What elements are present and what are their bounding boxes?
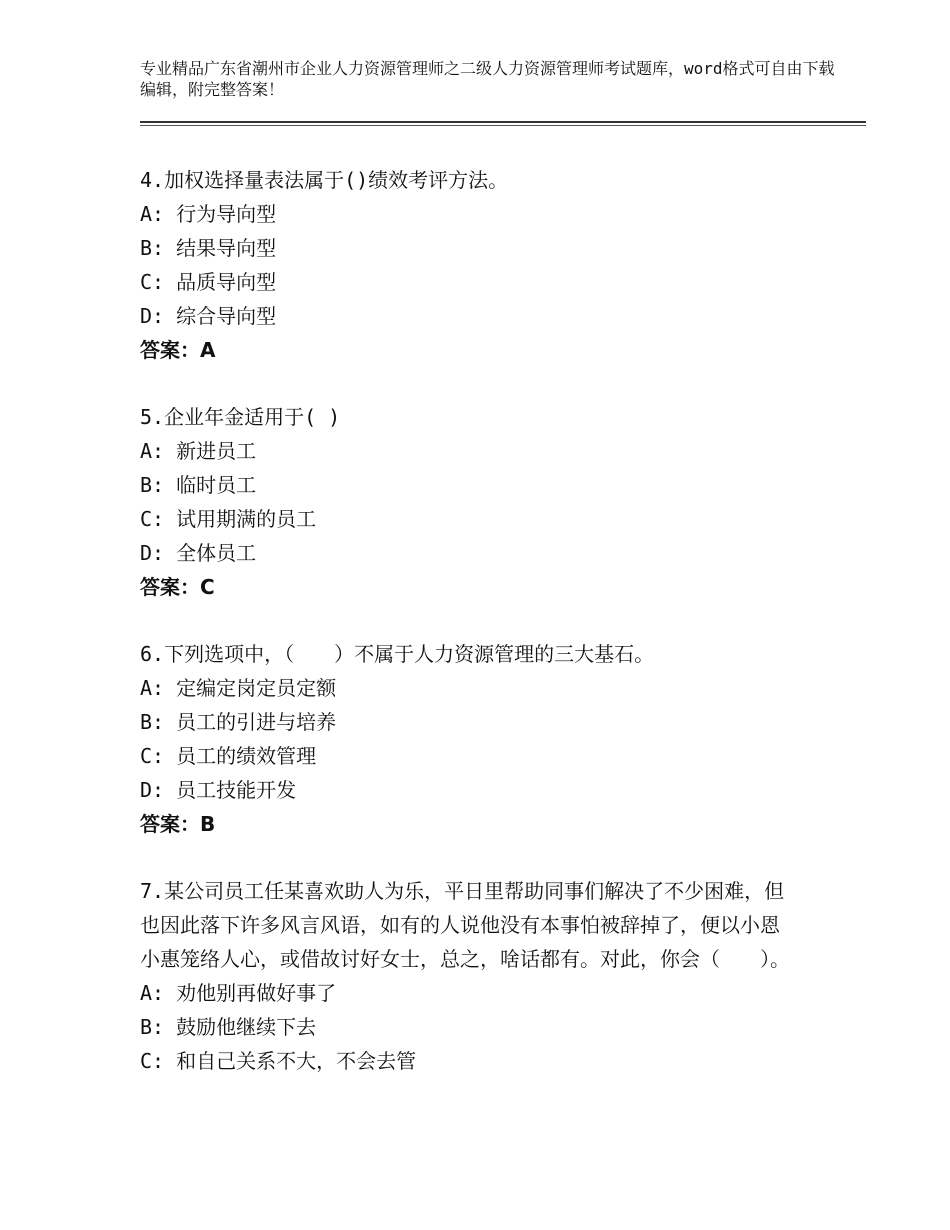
header-rule-thick (140, 121, 866, 123)
answer: 答案：C (140, 575, 215, 599)
question-7 (140, 874, 790, 1078)
option-b: B: 员工的引进与培养 (140, 710, 337, 734)
document-header: 专业精品广东省潮州市企业人力资源管理师之二级人力资源管理师考试题库，word格式可自由下载编辑，附完整答案！ (140, 59, 835, 99)
option-b: B: 临时员工 (140, 473, 257, 497)
question-stem: 6.下列选项中，（ ）不属于人力资源管理的三大基石。 (140, 642, 655, 666)
question-5 (140, 400, 790, 604)
option-a: A: 新进员工 (140, 439, 257, 463)
answer: 答案：A (140, 338, 216, 362)
header-rule-thin (140, 125, 866, 126)
option-b: B: 鼓励他继续下去 (140, 1015, 317, 1039)
option-a: A: 劝他别再做好事了 (140, 981, 337, 1005)
option-d: D: 全体员工 (140, 541, 257, 565)
answer: 答案：B (140, 812, 216, 836)
question-list (140, 163, 790, 1111)
option-d: D: 员工技能开发 (140, 778, 297, 802)
option-c: C: 试用期满的员工 (140, 507, 317, 531)
question-stem: 5.企业年金适用于( ) (140, 405, 341, 429)
question-6 (140, 637, 790, 841)
option-c: C: 员工的绩效管理 (140, 744, 317, 768)
question-stem: 7.某公司员工任某喜欢助人为乐，平日里帮助同事们解决了不少困难，但也因此落下许多风言风语，如有的人说他没有本事怕被辞掉了，便以小恩小惠笼络人心，或借故讨好女士，总之，啥话都有。对此，你会（ ）。 (140, 879, 790, 971)
option-c: C: 和自己关系不大，不会去管 (140, 1049, 417, 1073)
option-d: D: 综合导向型 (140, 304, 277, 328)
option-a: A: 行为导向型 (140, 202, 277, 226)
option-a: A: 定编定岗定员定额 (140, 676, 337, 700)
option-b: B: 结果导向型 (140, 236, 277, 260)
question-4 (140, 163, 790, 367)
option-c: C: 品质导向型 (140, 270, 277, 294)
question-stem: 4.加权选择量表法属于()绩效考评方法。 (140, 168, 509, 192)
